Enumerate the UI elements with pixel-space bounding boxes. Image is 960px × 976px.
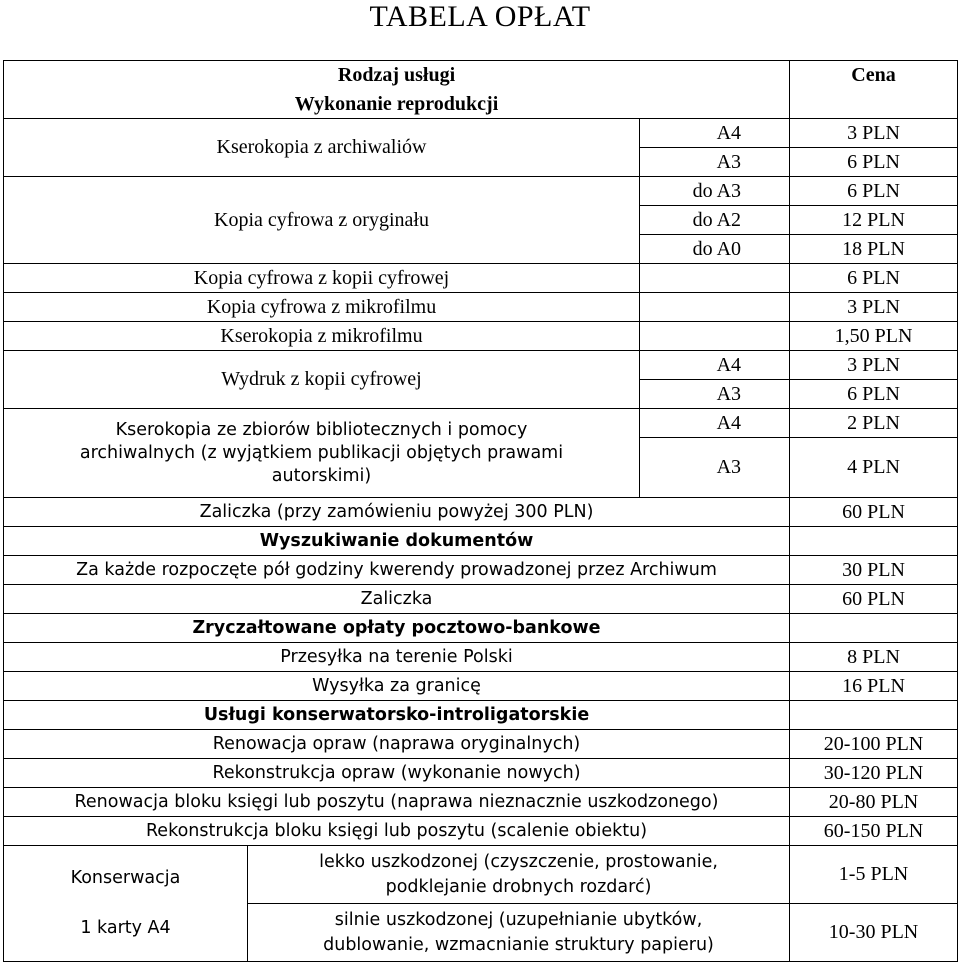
format-label: A3 (640, 438, 790, 498)
format-label: A3 (640, 148, 790, 177)
table-row (4, 817, 958, 846)
service-label: Renowacja bloku księgi lub poszytu (naprawa nieznacznie uszkodzonego) (4, 788, 790, 817)
price-cell: 8 PLN (790, 643, 958, 672)
service-label: Zaliczka (4, 585, 790, 614)
table-row (4, 177, 958, 206)
service-label: Kopia cyfrowa z mikrofilmu (4, 293, 640, 322)
price-cell: 1,50 PLN (790, 322, 958, 351)
price-cell: 30 PLN (790, 556, 958, 585)
label-line: Kserokopia ze zbiorów bibliotecznych i pomocy (115, 419, 528, 440)
table-row (4, 614, 958, 643)
price-cell: 3 PLN (790, 351, 958, 380)
price-cell: 30-120 PLN (790, 759, 958, 788)
table-row (4, 527, 958, 556)
service-label: Rekonstrukcja opraw (wykonanie nowych) (4, 759, 790, 788)
table-row (4, 90, 958, 119)
table-header-row (4, 61, 958, 90)
format-cell-empty (640, 293, 790, 322)
price-cell: 60 PLN (790, 498, 958, 527)
table-row (4, 498, 958, 527)
price-cell-empty (790, 614, 958, 643)
price-cell: 18 PLN (790, 235, 958, 264)
label-line: 1 karty A4 (80, 918, 171, 938)
service-label: Za każde rozpoczęte pół godziny kwerendy prowadzonej przez Archiwum (4, 556, 790, 585)
price-cell: 10-30 PLN (790, 904, 958, 962)
price-cell: 20-80 PLN (790, 788, 958, 817)
service-label: Wydruk z kopii cyfrowej (4, 351, 640, 409)
price-cell: 60-150 PLN (790, 817, 958, 846)
price-cell: 6 PLN (790, 380, 958, 409)
table-row (4, 643, 958, 672)
price-cell-empty (790, 527, 958, 556)
price-cell: 6 PLN (790, 177, 958, 206)
label-line: dublowanie, wzmacnianie struktury papieru) (323, 934, 714, 955)
service-label: Kserokopia z archiwaliów (4, 119, 640, 177)
table-row (4, 585, 958, 614)
service-label-multiline (4, 409, 640, 498)
service-label: Wysyłka za granicę (4, 672, 790, 701)
service-label: Rekonstrukcja bloku księgi lub poszytu (scalenie obiektu) (4, 817, 790, 846)
format-label: do A0 (640, 235, 790, 264)
section-heading-search: Wyszukiwanie dokumentów (4, 527, 790, 556)
service-label-multiline (248, 904, 790, 962)
price-cell: 4 PLN (790, 438, 958, 498)
table-row (4, 759, 958, 788)
price-cell: 6 PLN (790, 264, 958, 293)
table-row (4, 409, 958, 438)
table-row (4, 556, 958, 585)
table-row (4, 119, 958, 148)
service-label: Przesyłka na terenie Polski (4, 643, 790, 672)
price-cell: 12 PLN (790, 206, 958, 235)
format-label: do A2 (640, 206, 790, 235)
format-label: do A3 (640, 177, 790, 206)
table-row (4, 322, 958, 351)
format-label: A4 (640, 119, 790, 148)
format-cell-empty (640, 322, 790, 351)
section-heading-reproductions: Wykonanie reprodukcji (4, 90, 790, 119)
table-row (4, 351, 958, 380)
service-label: Kopia cyfrowa z oryginału (4, 177, 640, 264)
section-heading-conservation: Usługi konserwatorsko-introligatorskie (4, 701, 790, 730)
price-cell: 3 PLN (790, 293, 958, 322)
table-row (4, 730, 958, 759)
label-line: podklejanie drobnych rozdarć) (385, 876, 652, 897)
table-row (4, 788, 958, 817)
price-cell: 16 PLN (790, 672, 958, 701)
service-label: Kopia cyfrowa z kopii cyfrowej (4, 264, 640, 293)
table-row (4, 293, 958, 322)
label-line: autorskimi) (271, 465, 372, 486)
table-row (4, 846, 958, 904)
price-cell: 20-100 PLN (790, 730, 958, 759)
price-cell: 2 PLN (790, 409, 958, 438)
table-row (4, 264, 958, 293)
page-title: TABELA OPŁAT (369, 0, 591, 33)
table-row (4, 672, 958, 701)
service-label: Renowacja opraw (naprawa oryginalnych) (4, 730, 790, 759)
label-line: lekko uszkodzonej (czyszczenie, prostowanie, (319, 851, 718, 872)
price-cell-empty (790, 90, 958, 119)
card-conservation-label (4, 846, 248, 962)
service-label: Zaliczka (przy zamówieniu powyżej 300 PLN) (4, 498, 790, 527)
label-line: silnie uszkodzonej (uzupełnianie ubytków, (334, 909, 703, 930)
label-line: Konserwacja (70, 868, 181, 888)
service-header: Rodzaj usługi (4, 61, 790, 90)
price-cell: 6 PLN (790, 148, 958, 177)
format-label: A4 (640, 351, 790, 380)
fee-table (3, 60, 958, 962)
format-cell-empty (640, 264, 790, 293)
section-heading-postal: Zryczałtowane opłaty pocztowo-bankowe (4, 614, 790, 643)
label-line: archiwalnych (z wyjątkiem publikacji objętych prawami (79, 442, 564, 463)
service-label-multiline (248, 846, 790, 904)
price-header: Cena (790, 61, 958, 90)
table-row (4, 701, 958, 730)
price-cell: 60 PLN (790, 585, 958, 614)
price-cell: 3 PLN (790, 119, 958, 148)
format-label: A4 (640, 409, 790, 438)
format-label: A3 (640, 380, 790, 409)
price-cell: 1-5 PLN (790, 846, 958, 904)
service-label: Kserokopia z mikrofilmu (4, 322, 640, 351)
price-cell-empty (790, 701, 958, 730)
